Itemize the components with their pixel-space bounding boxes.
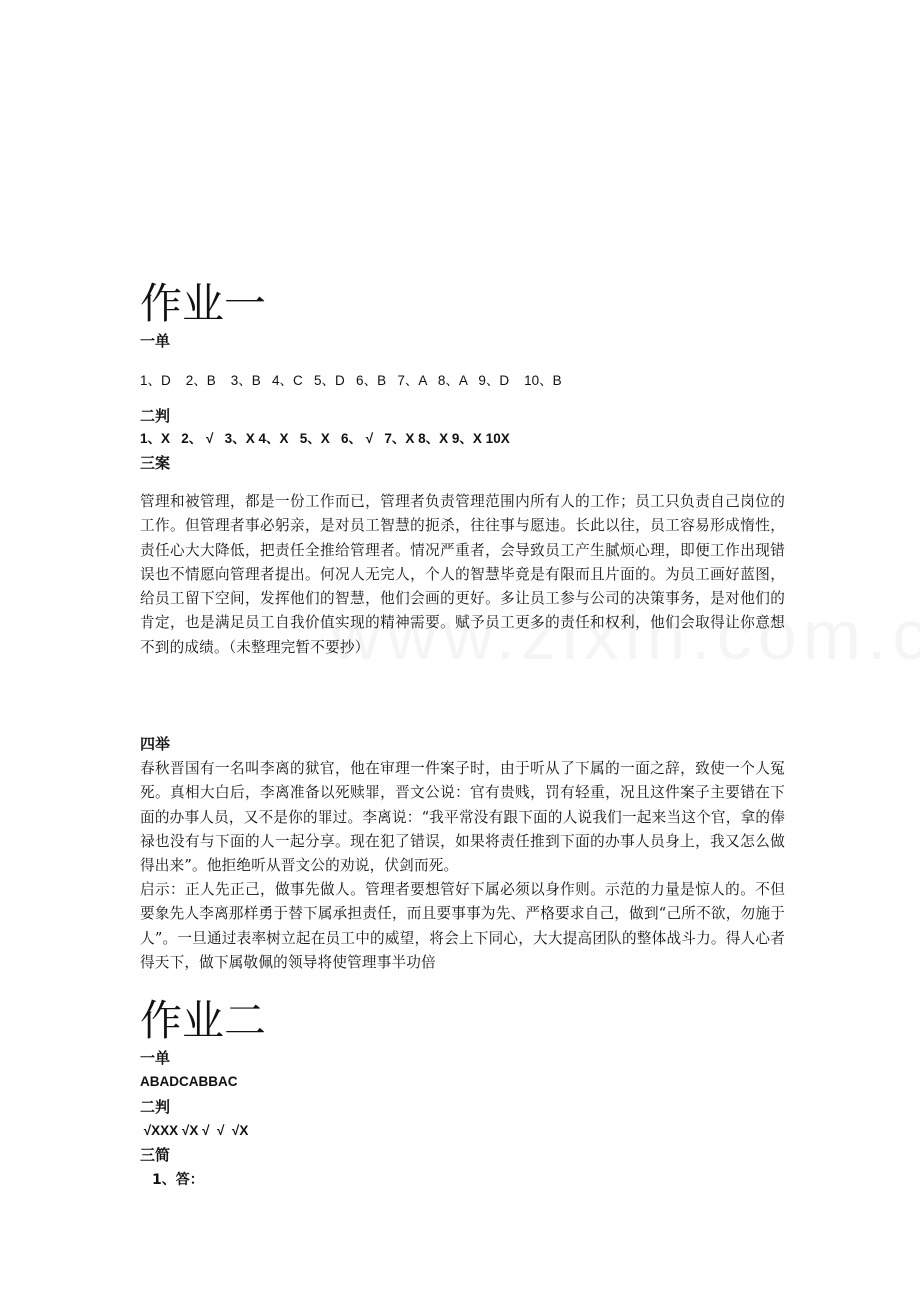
example-story-paragraph: 春秋晋国有一名叫李离的狱官，他在审理一件案子时，由于听从了下属的一面之辞，致使一个人冤死。真相大白后，李离准备以死赎罪，晋文公说：官有贵贱，罚有轻重，况且这件案子主要错在下面的办事人员，又不是你的罪过。李离说：“我平常没有跟下面的人说我们一起来当这个官，拿的俸禄也没有与下面的人一起分享。现在犯了错误，如果将责任推到下面的办事人员身上，我又怎么做得出来”。他拒绝听从晋文公的劝说，伏剑而死。 — [140, 760, 785, 875]
hw2-true-false-answers: √XXX √X √ √ √X — [140, 1123, 249, 1138]
example-insight-paragraph: 启示：正人先正己，做事先做人。管理者要想管好下属必须以身作则。示范的力量是惊人的。不但要象先人李离那样勇于替下属承担责任，而且要事事为先、严格要求自己，做到“己所不欲，勿施于人”。一旦通过表率树立起在员工中的威望，将会上下同心，大大提高团队的整体战斗力。得人心者得天下，做下属敬佩的领导将使管理事半功倍 — [140, 881, 785, 971]
hw2-answer-item-1: 1、答： — [152, 1172, 204, 1188]
single-choice-answers: 1、D 2、B 3、B 4、C 5、D 6、B 7、A 8、A 9、D 10、B — [140, 373, 562, 388]
section-example-label: 四举 — [140, 735, 171, 753]
homework-one-title: 作业一 — [140, 279, 267, 328]
true-false-answers: 1、X 2、 √ 3、X 4、X 5、X 6、 √ 7、X 8、X 9、X 10X — [140, 431, 510, 446]
hw2-single-choice-answers: ABADCABBAC — [140, 1074, 238, 1089]
case-analysis-paragraph: 管理和被管理，都是一份工作而已，管理者负责管理范围内所有人的工作；员工只负责自己岗位的工作。但管理者事必躬亲，是对员工智慧的扼杀，往往事与愿违。长此以往，员工容易形成惰性，责任心大大降低，把责任全推给管理者。情况严重者，会导致员工产生腻烦心理，即便工作出现错误也不情愿向管理者提出。何况人无完人，个人的智慧毕竟是有限而且片面的。为员工画好蓝图，给员工留下空间，发挥他们的智慧，他们会画的更好。多让员工参与公司的决策事务，是对他们的肯定，也是满足员工自我价值实现的精神需要。赋予员工更多的责任和权利，他们会取得让你意想不到的成绩。（未整理完暂不要抄） — [140, 493, 785, 656]
section-case-label: 三案 — [140, 454, 171, 472]
watermark-text — [330, 595, 920, 675]
hw2-single-choice-label: 一单 — [140, 1049, 171, 1067]
homework-two-title: 作业二 — [140, 996, 267, 1045]
section-true-false-label: 二判 — [140, 407, 171, 425]
hw2-short-answer-label: 三简 — [140, 1146, 171, 1164]
section-single-choice-label: 一单 — [140, 332, 171, 350]
hw2-true-false-label: 二判 — [140, 1098, 171, 1116]
